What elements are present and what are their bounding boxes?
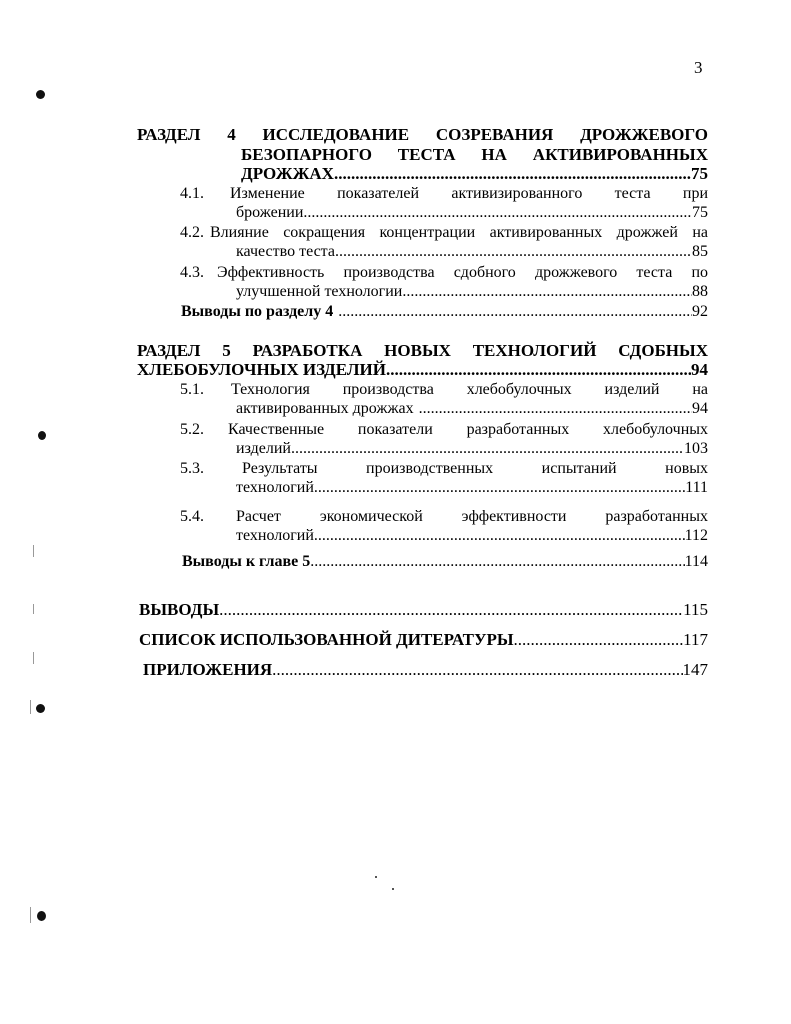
leader-dots <box>303 203 692 222</box>
item-number: 5.1. <box>180 381 204 398</box>
toc-item-5-3 <box>180 459 708 497</box>
toc-row <box>236 282 708 301</box>
section-5-title-line2: ХЛЕБОБУЛОЧНЫХ ИЗДЕЛИЙ <box>137 360 386 379</box>
toc-row <box>181 302 708 321</box>
toc-row <box>236 478 708 497</box>
leader-dots <box>386 360 691 379</box>
item-number: 5.3. <box>180 460 204 477</box>
item-title-line2: активированных дрожжах <box>236 400 414 417</box>
toc-item-4-2 <box>180 223 708 261</box>
leader-dots <box>335 242 692 261</box>
scan-edge-line <box>30 700 31 714</box>
item-title-line1: Расчет экономической эффективности разработанных <box>236 508 708 525</box>
item-page: 111 <box>685 479 708 496</box>
conclusion-page: 92 <box>692 303 708 320</box>
leader-dots <box>291 439 684 458</box>
scan-edge-line <box>30 907 31 923</box>
item-title-line2: улучшенной технологии <box>236 283 403 300</box>
leader-dots <box>334 164 691 183</box>
final-page: 115 <box>683 600 708 619</box>
toc-row <box>139 630 708 649</box>
item-page: 94 <box>692 400 708 417</box>
item-page: 112 <box>684 527 708 544</box>
item-number: 4.1. <box>180 185 204 202</box>
toc-row <box>241 164 708 183</box>
final-page: 117 <box>683 630 708 649</box>
scan-speck <box>392 888 394 890</box>
toc-row <box>236 399 708 418</box>
toc-appendices <box>143 660 708 679</box>
section-4-title-line1: РАЗДЕЛ 4 ИССЛЕДОВАНИЕ СОЗРЕВАНИЯ ДРОЖЖЕВОГО <box>137 125 708 144</box>
punch-hole-mark <box>37 911 46 921</box>
toc-row <box>236 526 708 545</box>
final-page: 147 <box>682 660 708 679</box>
item-number: 4.2. <box>180 224 204 241</box>
leader-dots <box>318 526 685 545</box>
item-number: 4.3. <box>180 264 204 281</box>
toc-row <box>236 242 708 261</box>
item-title-line1: Качественные показатели разработанных хлебобулочных <box>228 421 708 438</box>
final-label: ПРИЛОЖЕНИЯ <box>143 660 273 679</box>
section-5-conclusion <box>182 552 708 571</box>
punch-hole-mark <box>36 704 45 713</box>
conclusion-label: Выводы к главе 5 <box>182 553 311 570</box>
item-title-line2: технологий <box>236 479 314 496</box>
leader-dots <box>338 302 692 321</box>
punch-hole-mark <box>36 90 45 99</box>
item-title-line2: изделий <box>236 440 291 457</box>
toc-row <box>182 552 708 571</box>
scan-edge-line <box>33 545 34 557</box>
scan-edge-line <box>33 604 34 614</box>
item-title-line1: Влияние сокращения концентрации активированных дрожжей на <box>210 224 708 241</box>
item-title-line2: качество теста <box>236 243 335 260</box>
leader-dots <box>219 600 683 619</box>
item-title-line2: технологий. <box>236 527 318 544</box>
section-4-heading-cont <box>241 145 708 183</box>
conclusion-label: Выводы по разделу 4 <box>181 303 334 320</box>
item-title-line2: брожении <box>236 204 304 221</box>
toc-row <box>236 203 708 222</box>
final-label: СПИСОК ИСПОЛЬЗОВАННОЙ ДИТЕРАТУРЫ <box>139 630 514 649</box>
section-4-heading <box>137 125 708 144</box>
toc-item-4-1 <box>180 184 708 222</box>
item-title-line1: Технология производства хлебобулочных изделий на <box>231 381 708 398</box>
leader-dots <box>310 552 684 571</box>
toc-item-5-4 <box>180 507 708 545</box>
scan-speck <box>375 876 377 878</box>
section-5-heading <box>137 341 708 379</box>
item-number: 5.4. <box>180 508 204 525</box>
item-page: 88 <box>692 283 708 300</box>
section-5-title-line1: РАЗДЕЛ 5 РАЗРАБОТКА НОВЫХ ТЕХНОЛОГИЙ СДОБНЫХ <box>137 341 708 360</box>
toc-row <box>143 660 708 679</box>
item-page: 75 <box>692 204 708 221</box>
leader-dots <box>402 282 692 301</box>
section-4-title-line3: ДРОЖЖАХ <box>241 164 334 183</box>
toc-item-5-2 <box>180 420 708 458</box>
leader-dots <box>314 478 685 497</box>
toc-row <box>139 600 708 619</box>
item-page: 85 <box>692 243 708 260</box>
section-5-page: 94 <box>691 360 708 379</box>
leader-dots <box>272 660 682 679</box>
conclusion-page: 114 <box>684 553 708 570</box>
scan-edge-line <box>33 652 34 664</box>
item-title-line1: Результаты производственных испытаний новых <box>242 460 708 477</box>
toc-item-4-3 <box>180 263 708 301</box>
item-page: 103 <box>684 440 708 457</box>
toc-row <box>137 360 708 379</box>
toc-conclusions <box>139 600 708 619</box>
toc-row <box>236 439 708 458</box>
section-4-conclusion <box>181 302 708 321</box>
item-title-line1: Эффективность производства сдобного дрожжевого теста по <box>217 264 708 281</box>
item-title-line1: Изменение показателей активизированного теста при <box>230 185 708 202</box>
toc-item-5-1 <box>180 380 708 418</box>
final-label: ВЫВОДЫ <box>139 600 220 619</box>
item-number: 5.2. <box>180 421 204 438</box>
section-4-page: 75 <box>691 164 708 183</box>
section-4-title-line2: БЕЗОПАРНОГО ТЕСТА НА АКТИВИРОВАННЫХ <box>241 145 708 164</box>
leader-dots <box>419 399 692 418</box>
leader-dots <box>514 630 684 649</box>
page-number: 3 <box>694 58 703 77</box>
toc-references <box>139 630 708 649</box>
punch-hole-mark <box>38 431 46 440</box>
